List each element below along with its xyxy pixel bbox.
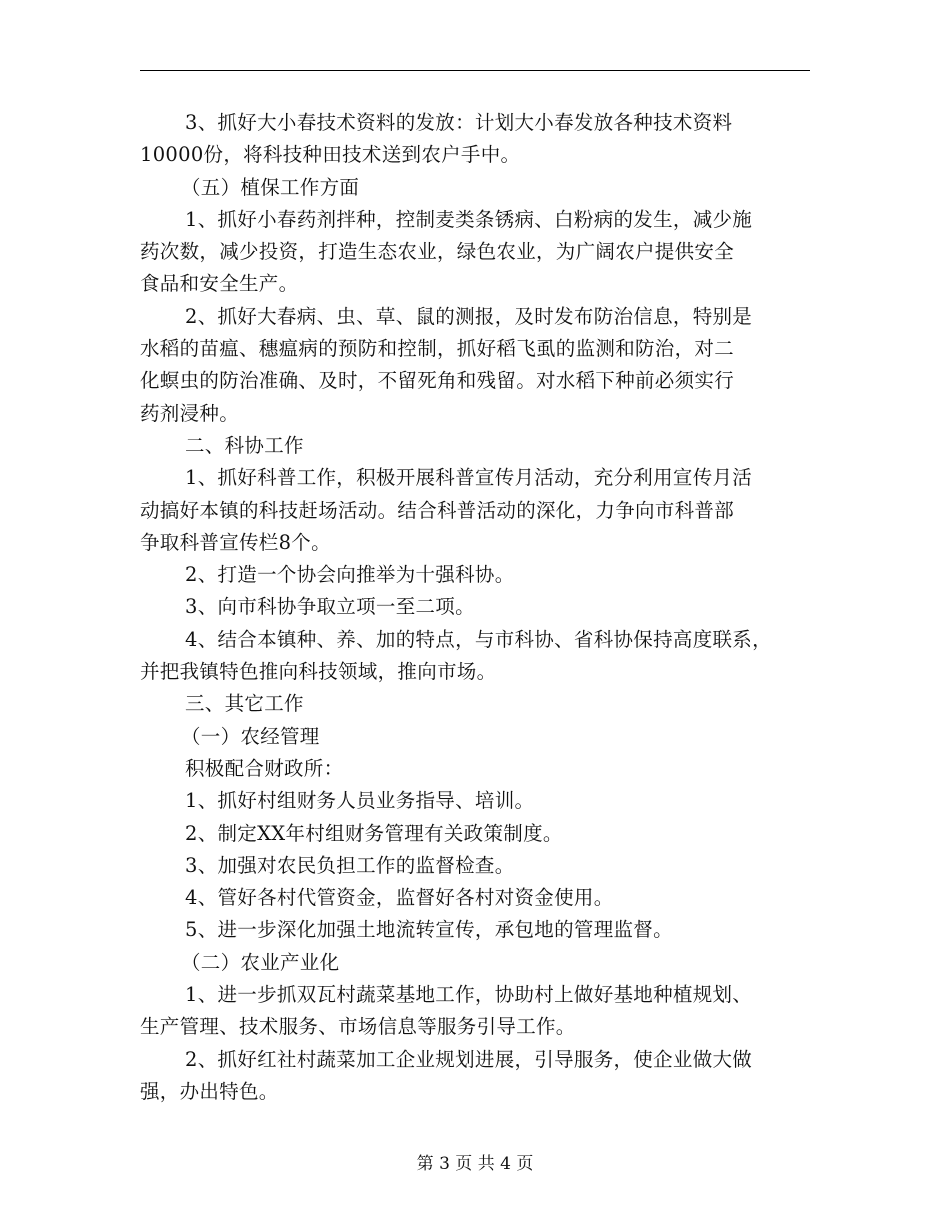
- paragraph-line: 2、打造一个协会向推举为十强科协。: [185, 563, 515, 587]
- paragraph-line: 积极配合财政所：: [185, 756, 344, 780]
- paragraph-line: 1、进一步抓双瓦村蔬菜基地工作，协助村上做好基地种植规划、: [185, 983, 753, 1007]
- paragraph-line: 争取科普宣传栏8个。: [140, 530, 331, 554]
- document-body: [140, 107, 830, 1108]
- paragraph-line: 三、其它工作: [185, 692, 304, 716]
- page-footer: 第 3 页 共 4 页: [416, 1154, 534, 1174]
- paragraph-line: 化螟虫的防治准确、及时，不留死角和残留。对水稻下种前必须实行: [140, 369, 735, 393]
- paragraph-line: 3、加强对农民负担工作的监督检查。: [185, 853, 515, 877]
- paragraph-line: （一）农经管理: [181, 724, 320, 748]
- paragraph-line: 强，办出特色。: [140, 1079, 279, 1103]
- paragraph-line: 1、抓好村组财务人员业务指导、培训。: [185, 789, 535, 813]
- paragraph-line: 5、进一步深化加强土地流转宣传，承包地的管理监督。: [185, 918, 673, 942]
- paragraph-line: （二）农业产业化: [181, 950, 340, 974]
- paragraph-line: 4、结合本镇种、养、加的特点，与市科协、省科协保持高度联系，: [185, 627, 772, 651]
- paragraph-line: （五）植保工作方面: [181, 175, 360, 199]
- paragraph-line: 二、科协工作: [185, 433, 304, 457]
- paragraph-line: 2、抓好大春病、虫、草、鼠的测报，及时发布防治信息，特别是: [185, 304, 753, 328]
- paragraph-line: 4、管好各村代管资金，监督好各村对资金使用。: [185, 886, 614, 910]
- paragraph-line: 水稻的苗瘟、穗瘟病的预防和控制，抓好稻飞虱的监测和防治，对二: [140, 337, 735, 361]
- paragraph-line: 3、抓好大小春技术资料的发放：计划大小春发放各种技术资料: [185, 111, 733, 134]
- paragraph-line: 2、抓好红社村蔬菜加工企业规划进展，引导服务，使企业做大做: [185, 1047, 753, 1071]
- paragraph-line: 生产管理、技术服务、市场信息等服务引导工作。: [140, 1015, 576, 1039]
- paragraph-line: 药剂浸种。: [140, 401, 240, 425]
- paragraph-line: 3、向市科协争取立项一至二项。: [185, 595, 475, 619]
- header-rule: [140, 70, 810, 71]
- paragraph-line: 并把我镇特色推向科技领域，推向市场。: [140, 660, 497, 684]
- paragraph-line: 动搞好本镇的科技赶场活动。结合科普活动的深化，力争向市科普部: [140, 498, 735, 522]
- paragraph-line: 药次数，减少投资，打造生态农业，绿色农业，为广阔农户提供安全: [140, 240, 735, 264]
- paragraph-line: 2、制定XX年村组财务管理有关政策制度。: [185, 821, 563, 845]
- paragraph-line: 1、抓好科普工作，积极开展科普宣传月活动，充分利用宣传月活: [185, 466, 753, 490]
- paragraph-line: 食品和安全生产。: [140, 272, 299, 296]
- paragraph-line: 10000份，将科技种田技术送到农户手中。: [140, 143, 521, 167]
- paragraph-line: 1、抓好小春药剂拌种，控制麦类条锈病、白粉病的发生，减少施: [185, 207, 753, 231]
